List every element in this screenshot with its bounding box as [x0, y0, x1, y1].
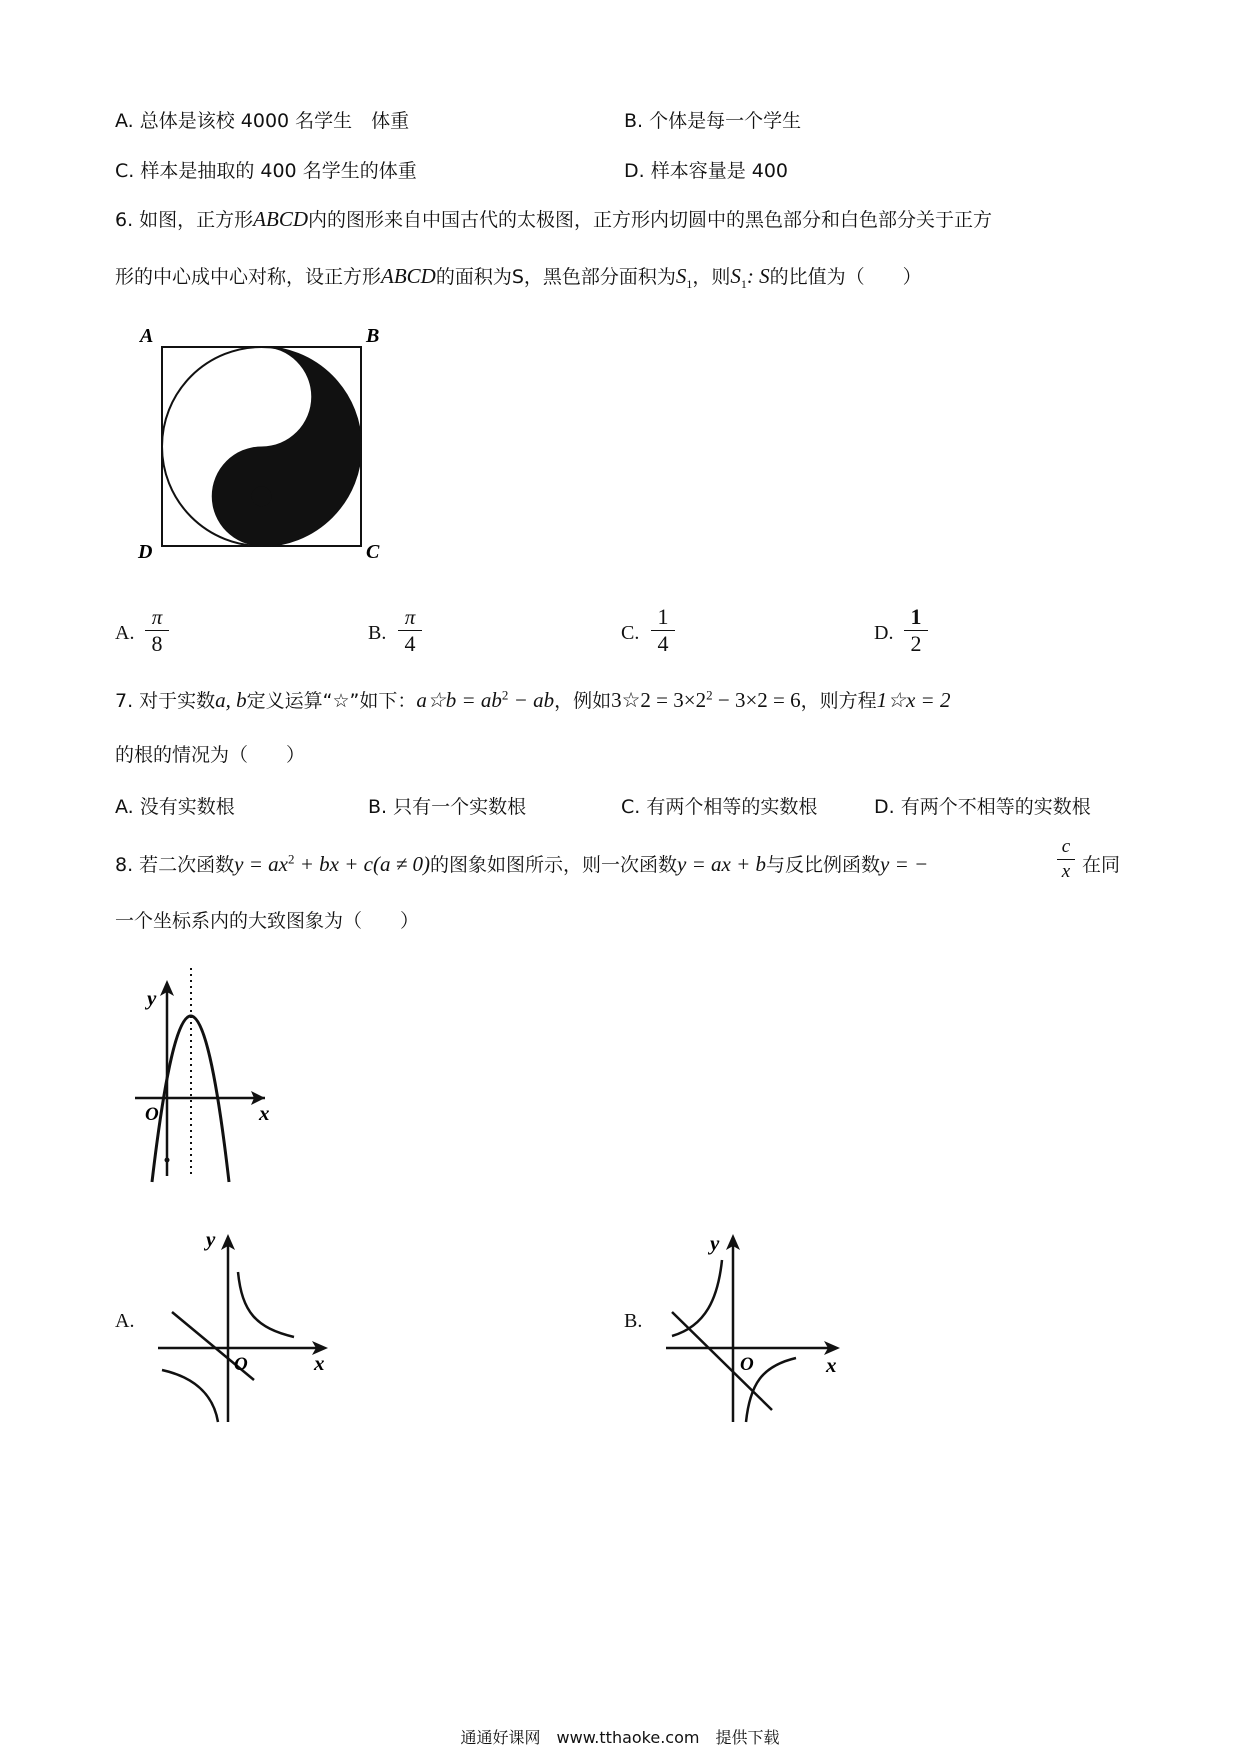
q7-text: 7. 对于实数 — [115, 690, 216, 712]
q5-option-d: D. 样本容量是 400 — [624, 160, 789, 182]
page-footer: 通通好课网 www.tthaoke.com 提供下载 — [460, 1728, 780, 1747]
q8-option-a-label: A. — [115, 1310, 135, 1332]
q7-option-a: A. 没有实数根 — [115, 796, 235, 818]
x-axis-label: x — [826, 1353, 837, 1377]
origin-label: O — [145, 1104, 159, 1125]
q6-text: 内的图形来自中国古代的太极图，正方形内切圆中的黑色部分和白色部分关于正方 — [308, 209, 993, 231]
q8-option-b-graph — [660, 1220, 875, 1430]
q8-text: 8. 若二次函数 — [115, 854, 235, 876]
q8-quadratic-tail: + bx + c(a ≠ 0) — [294, 852, 430, 876]
q8-inverse-lhs: y = − — [880, 852, 929, 876]
q6-option-c-label: C. — [621, 622, 640, 644]
q7-option-b: B. 只有一个实数根 — [368, 796, 527, 818]
fraction-denominator: x — [1061, 861, 1071, 882]
q7-stem-line1 — [115, 686, 950, 713]
q6-text: 的面积为S，黑色部分面积为 — [435, 266, 676, 288]
white-dot — [252, 387, 272, 407]
q6-s1: S — [675, 264, 687, 288]
q6-option-d-fraction — [904, 605, 928, 656]
q8-parabola-figure — [125, 960, 290, 1190]
q7-definition-tail: − ab — [508, 688, 555, 712]
q6-ratio: : S — [746, 264, 770, 288]
q6-stem-line1 — [115, 205, 992, 232]
vertex-label-a: A — [140, 325, 154, 347]
q6-text: 6. 如图，正方形 — [115, 209, 254, 231]
q7-option-d: D. 有两个不相等的实数根 — [874, 796, 1091, 818]
q8-text: 的图象如图所示，则一次函数 — [429, 854, 677, 876]
fraction-numerator: 1 — [910, 604, 922, 629]
q6-option-a-label: A. — [115, 622, 135, 644]
q5-option-c: C. 样本是抽取的 400 名学生的体重 — [115, 160, 417, 182]
q7-text: ，例如 — [554, 690, 612, 712]
q7-example-sup: 2 — [706, 687, 713, 703]
fraction-denominator: 8 — [151, 631, 163, 656]
q8-inverse-fraction — [1057, 836, 1075, 883]
q8-text: 与反比例函数 — [765, 854, 880, 876]
q7-equation: 1☆x = 2 — [876, 688, 951, 712]
fraction-denominator: 4 — [657, 631, 669, 656]
q8-quadratic: y = ax — [234, 852, 288, 876]
q5-option-a: A. 总体是该校 4000 名学生 体重 — [115, 110, 410, 132]
y-axis-label: y — [147, 986, 157, 1010]
q7-text: ，则方程 — [800, 690, 877, 712]
q6-text: 的比值为（ ） — [769, 266, 922, 288]
axis-end-dot — [165, 1158, 170, 1163]
q8-stem-line2: 一个坐标系内的大致图象为（ ） — [115, 910, 420, 932]
q6-option-b-fraction — [398, 605, 422, 656]
fraction-denominator: 2 — [910, 631, 922, 656]
q6-abcd: ABCD — [381, 264, 436, 288]
fraction-numerator: c — [1061, 836, 1071, 857]
q6-s1-sub: 1 — [740, 276, 747, 291]
origin-label: O — [234, 1354, 248, 1375]
vertex-label-b: B — [366, 325, 380, 347]
origin-label: O — [740, 1354, 754, 1375]
fraction-denominator: 4 — [404, 631, 416, 656]
q6-option-d-label: D. — [874, 622, 894, 644]
q6-abcd: ABCD — [253, 207, 308, 231]
q6-option-c-fraction — [651, 605, 675, 656]
hyperbola-branch-quadrant-3 — [162, 1370, 218, 1422]
q6-s1-sub: 1 — [686, 276, 693, 291]
q8-option-a-graph — [150, 1220, 365, 1430]
q6-option-a-fraction — [145, 605, 169, 656]
q7-example-tail: − 3×2 = 6 — [712, 688, 801, 712]
q7-vars: a, b — [215, 688, 247, 712]
q8-linear: y = ax + b — [677, 852, 766, 876]
q5-option-b: B. 个体是每一个学生 — [624, 110, 802, 132]
taiji-diagram — [162, 347, 361, 546]
x-axis-label: x — [259, 1101, 270, 1125]
y-axis-label: y — [710, 1231, 720, 1255]
q8-option-b-label: B. — [624, 1310, 643, 1332]
q8-stem-line1 — [115, 850, 928, 877]
q7-text: 定义运算“☆”如下： — [246, 690, 417, 712]
y-axis-label: y — [206, 1227, 216, 1251]
q7-definition-sup: 2 — [501, 687, 509, 703]
fraction-numerator: π — [404, 605, 416, 629]
linear-function-line — [672, 1312, 772, 1410]
q6-option-b-label: B. — [368, 622, 387, 644]
x-axis-label: x — [314, 1351, 325, 1375]
fraction-numerator: π — [151, 605, 163, 629]
q7-example: 3☆2 = 3×2 — [611, 688, 707, 712]
black-dot — [252, 486, 272, 506]
fraction-numerator: 1 — [657, 604, 669, 629]
hyperbola-branch-quadrant-2 — [672, 1260, 722, 1336]
q6-stem-line2 — [115, 262, 922, 292]
q6-taiji-figure — [130, 320, 395, 560]
vertex-label-c: C — [366, 541, 380, 560]
hyperbola-branch-quadrant-1 — [238, 1272, 294, 1337]
q6-text: ，则 — [692, 266, 731, 288]
q7-stem-line2: 的根的情况为（ ） — [115, 744, 306, 766]
q7-definition: a☆b = ab — [416, 688, 502, 712]
q7-option-c: C. 有两个相等的实数根 — [621, 796, 818, 818]
vertex-label-d: D — [138, 541, 153, 560]
q8-quadratic-sup: 2 — [287, 851, 295, 867]
q6-s1: S — [730, 264, 741, 288]
q8-text: 在同 — [1082, 854, 1121, 876]
q6-text: 形的中心成中心对称，设正方形 — [115, 266, 382, 288]
